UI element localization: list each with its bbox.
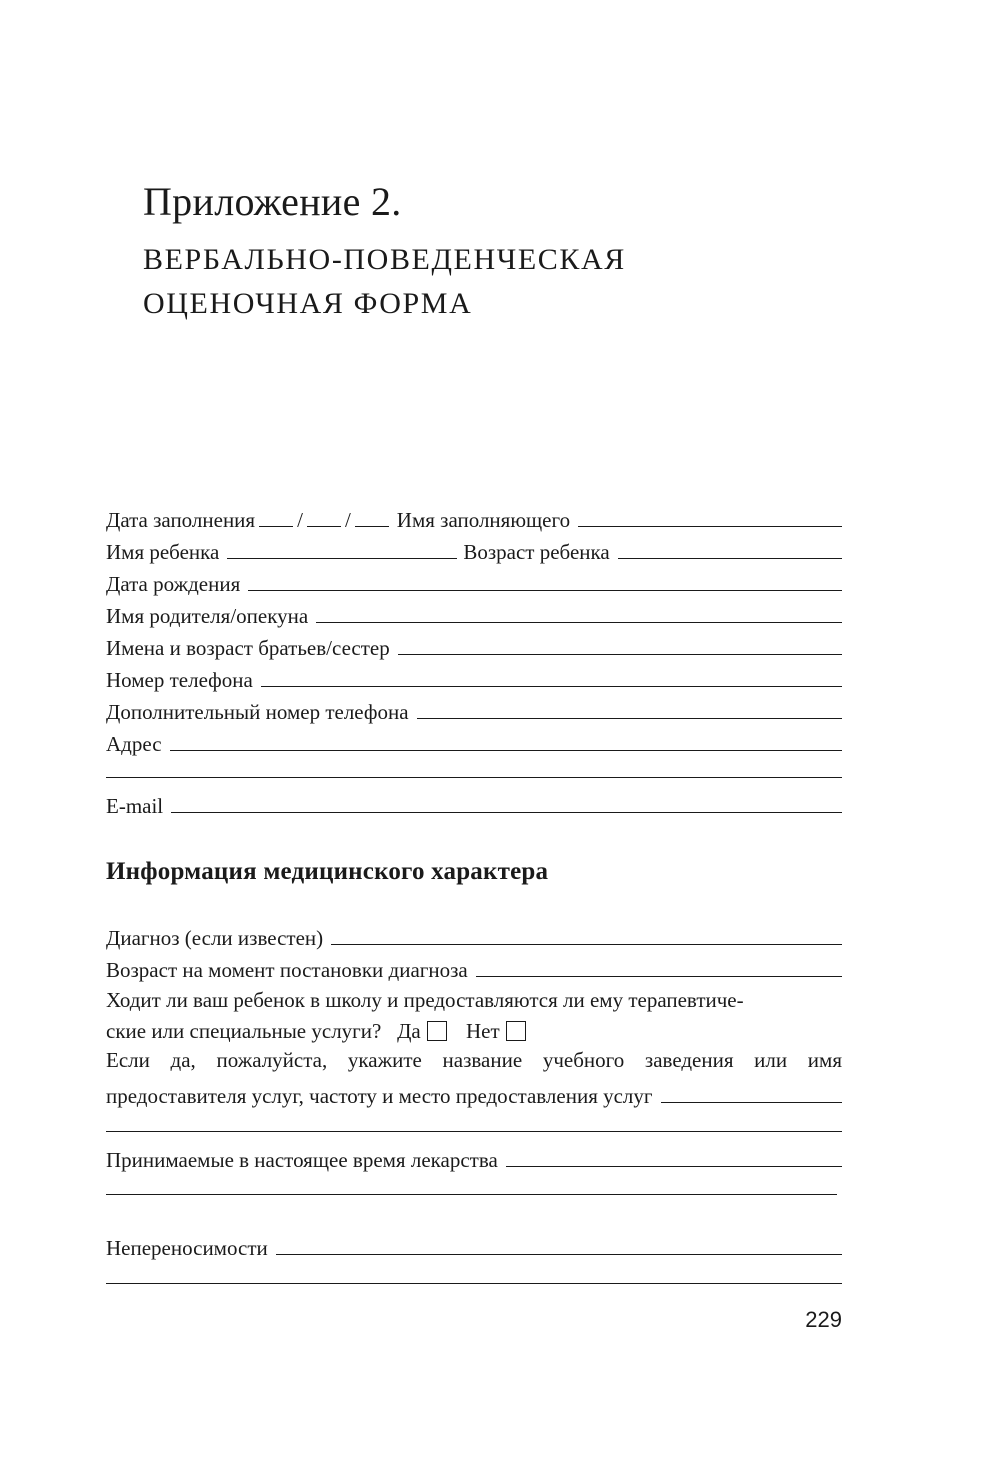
diagnosis-age-field[interactable] bbox=[476, 954, 842, 977]
school-question-line-1: Ходит ли ваш ребенок в школу и предоставляются ли ему терапевтиче- bbox=[106, 988, 744, 1012]
page-number: 229 bbox=[805, 1307, 842, 1332]
provider-request bbox=[106, 1045, 842, 1076]
phone-row bbox=[106, 660, 842, 692]
provider-text-line-2: предоставителя услуг, частоту и место предоставления услуг bbox=[106, 1084, 653, 1108]
siblings-row bbox=[106, 628, 842, 660]
diagnosis-field[interactable] bbox=[331, 922, 842, 945]
child-age-field[interactable] bbox=[618, 536, 842, 559]
no-checkbox[interactable] bbox=[506, 1021, 526, 1041]
parent-name-row bbox=[106, 596, 842, 628]
fill-date-month-field[interactable] bbox=[307, 506, 341, 527]
alt-phone-label: Дополнительный номер телефона bbox=[106, 700, 409, 724]
subtitle-line-2: ОЦЕНОЧНАЯ ФОРМА bbox=[143, 287, 473, 320]
intolerances-continuation-line[interactable] bbox=[106, 1283, 842, 1284]
child-name-field[interactable] bbox=[227, 536, 457, 559]
date-separator: / bbox=[344, 508, 351, 532]
child-age-label: Возраст ребенка bbox=[463, 540, 610, 564]
subtitle-line-1: ВЕРБАЛЬНО-ПОВЕДЕНЧЕСКАЯ bbox=[143, 243, 626, 276]
siblings-field[interactable] bbox=[398, 632, 842, 655]
date-separator: / bbox=[297, 508, 303, 532]
yes-checkbox[interactable] bbox=[427, 1021, 447, 1041]
medications-continuation-line[interactable] bbox=[106, 1194, 837, 1195]
email-row bbox=[106, 786, 842, 818]
intolerances-row bbox=[106, 1228, 842, 1260]
provider-row bbox=[106, 1076, 842, 1108]
phone-label: Номер телефона bbox=[106, 668, 253, 692]
parent-name-label: Имя родителя/опекуна bbox=[106, 604, 309, 628]
address-continuation-line[interactable] bbox=[106, 777, 842, 778]
filler-name-label: Имя заполняющего bbox=[396, 508, 571, 532]
intolerances-label: Непереносимости bbox=[106, 1236, 268, 1260]
medications-row bbox=[106, 1140, 842, 1172]
address-row bbox=[106, 724, 842, 756]
alt-phone-field[interactable] bbox=[417, 696, 842, 719]
school-question-line-2 bbox=[106, 1016, 842, 1047]
fill-date-label: Дата заполнения bbox=[106, 508, 256, 532]
phone-field[interactable] bbox=[261, 664, 842, 687]
alt-phone-row bbox=[106, 692, 842, 724]
address-label: Адрес bbox=[106, 732, 162, 756]
birth-date-field[interactable] bbox=[248, 568, 842, 591]
provider-continuation-line[interactable] bbox=[106, 1131, 842, 1132]
medications-label: Принимаемые в настоящее время лекарства bbox=[106, 1148, 498, 1172]
provider-field[interactable] bbox=[661, 1080, 842, 1103]
email-field[interactable] bbox=[171, 790, 842, 813]
medical-section-heading: Информация медицинского характера bbox=[106, 858, 549, 885]
yes-label: Да bbox=[397, 1019, 421, 1043]
no-label: Нет bbox=[466, 1019, 500, 1043]
fill-date-day-field[interactable] bbox=[259, 506, 293, 527]
school-question bbox=[106, 985, 842, 1047]
parent-name-field[interactable] bbox=[316, 600, 842, 623]
diagnosis-row bbox=[106, 918, 842, 950]
child-name-label: Имя ребенка bbox=[106, 540, 220, 564]
child-row bbox=[106, 532, 842, 564]
intolerances-field[interactable] bbox=[276, 1232, 842, 1255]
birth-date-label: Дата рождения bbox=[106, 572, 241, 596]
diagnosis-age-row bbox=[106, 950, 842, 982]
diagnosis-label: Диагноз (если известен) bbox=[106, 926, 324, 950]
school-question-line-2-text: ские или специальные услуги? bbox=[106, 1019, 382, 1043]
diagnosis-age-label: Возраст на момент постановки диагноза bbox=[106, 958, 468, 982]
medications-field[interactable] bbox=[506, 1144, 842, 1167]
appendix-subtitle bbox=[143, 238, 626, 326]
provider-text-line-1: Если да, пожалуйста, укажите название учебного заведения или имя bbox=[106, 1048, 842, 1072]
fill-date-year-field[interactable] bbox=[355, 506, 389, 527]
email-label: E-mail bbox=[106, 794, 164, 818]
appendix-title: Приложение 2. bbox=[143, 179, 402, 224]
birth-date-row bbox=[106, 564, 842, 596]
filler-name-field[interactable] bbox=[578, 504, 842, 527]
address-field[interactable] bbox=[170, 728, 842, 751]
siblings-label: Имена и возраст братьев/сестер bbox=[106, 636, 390, 660]
fill-date-row bbox=[106, 500, 842, 532]
